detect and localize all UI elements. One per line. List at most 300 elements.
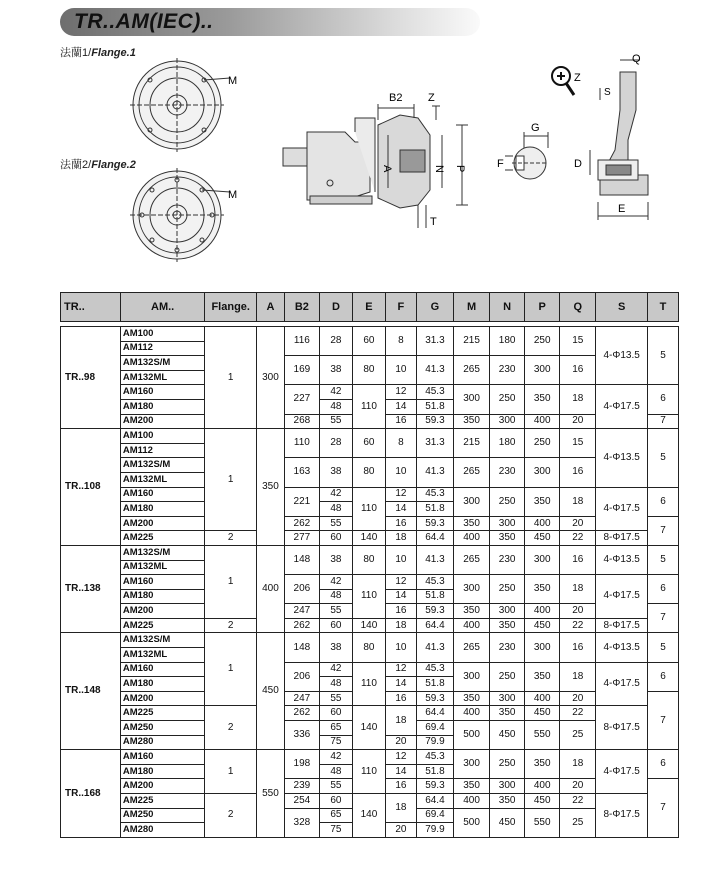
f-cell: 14 [385, 399, 416, 414]
p-cell: 400 [525, 779, 560, 794]
p-cell: 450 [525, 794, 560, 809]
p-cell: 250 [525, 429, 560, 458]
m-cell: 500 [454, 721, 490, 750]
motor-cell: AM225 [120, 794, 205, 809]
n-cell: 300 [490, 691, 525, 706]
t-cell: 6 [647, 575, 678, 604]
q-cell: 25 [560, 808, 596, 837]
t-cell: 5 [647, 545, 678, 574]
g-cell: 45.3 [416, 385, 453, 400]
flange-cell: 1 [205, 750, 257, 794]
header-q: Q [560, 293, 596, 322]
d-cell: 48 [319, 677, 352, 692]
flange2-label: 法蘭2/Flange.2 [60, 159, 136, 171]
q-cell: 22 [560, 706, 596, 721]
s-cell: 8-Φ17.5 [596, 618, 648, 633]
m-cell: 215 [454, 327, 490, 356]
f-cell: 14 [385, 589, 416, 604]
zoom-icon [552, 67, 574, 95]
d-cell: 28 [319, 327, 352, 356]
motor-cell: AM132ML [120, 648, 205, 663]
p-cell: 350 [525, 385, 560, 414]
q-cell: 16 [560, 356, 596, 385]
s-cell: 4-Φ17.5 [596, 385, 648, 429]
d-cell: 55 [319, 604, 352, 619]
e-cell: 110 [352, 662, 385, 706]
d-cell: 75 [319, 735, 352, 750]
b2-cell: 163 [284, 458, 319, 487]
table-row [61, 327, 679, 342]
f-cell: 16 [385, 691, 416, 706]
header-a: A [257, 293, 285, 322]
m-cell: 300 [454, 575, 490, 604]
motor-cell: AM112 [120, 443, 205, 458]
g-cell: 64.4 [416, 531, 453, 546]
model-tr148: TR..148 [61, 633, 121, 750]
flange-cell: 1 [205, 633, 257, 706]
motor-cell: AM250 [120, 808, 205, 823]
flange-cell: 1 [205, 327, 257, 429]
header-e: E [352, 293, 385, 322]
motor-cell: AM132S/M [120, 458, 205, 473]
a-cell: 350 [257, 429, 285, 546]
motor-cell: AM112 [120, 341, 205, 356]
b2-cell: 247 [284, 691, 319, 706]
header-s: S [596, 293, 648, 322]
g-cell: 79.9 [416, 823, 453, 838]
p-cell: 450 [525, 618, 560, 633]
motor-cell: AM100 [120, 429, 205, 444]
g-cell: 31.3 [416, 429, 453, 458]
q-cell: 16 [560, 545, 596, 574]
flange1-drawing [130, 58, 230, 152]
p-cell: 300 [525, 633, 560, 662]
a-dim: A [381, 165, 393, 173]
motor-cell: AM250 [120, 721, 205, 736]
n-cell: 250 [490, 487, 525, 516]
s-cell: 4-Φ13.5 [596, 327, 648, 385]
t-cell: 7 [647, 414, 678, 429]
d-cell: 55 [319, 516, 352, 531]
n-dim: N [433, 165, 445, 173]
q-cell: 22 [560, 531, 596, 546]
d-cell: 75 [319, 823, 352, 838]
f-cell: 12 [385, 575, 416, 590]
p-cell: 350 [525, 575, 560, 604]
e-cell: 140 [352, 794, 385, 838]
f-cell: 18 [385, 794, 416, 823]
header-p: P [525, 293, 560, 322]
g-cell: 51.8 [416, 589, 453, 604]
m-cell: 400 [454, 618, 490, 633]
d-cell: 55 [319, 691, 352, 706]
n-cell: 230 [490, 633, 525, 662]
m-cell: 350 [454, 779, 490, 794]
g-cell: 41.3 [416, 633, 453, 662]
g-cell: 51.8 [416, 677, 453, 692]
d-cell: 38 [319, 545, 352, 574]
p-cell: 300 [525, 458, 560, 487]
d-cell: 60 [319, 618, 352, 633]
b2-cell: 227 [284, 385, 319, 414]
p-cell: 400 [525, 604, 560, 619]
n-cell: 300 [490, 779, 525, 794]
f-cell: 12 [385, 385, 416, 400]
b2-cell: 148 [284, 633, 319, 662]
motor-cell: AM180 [120, 677, 205, 692]
table-row [61, 356, 679, 371]
q-cell: 20 [560, 414, 596, 429]
f-cell: 10 [385, 545, 416, 574]
flange2-drawing [130, 168, 230, 262]
e-cell: 80 [352, 633, 385, 662]
b2-cell: 110 [284, 429, 319, 458]
s-cell: 4-Φ13.5 [596, 429, 648, 487]
f-cell: 18 [385, 706, 416, 735]
motor-cell: AM180 [120, 589, 205, 604]
e-cell: 80 [352, 356, 385, 385]
g-cell: 45.3 [416, 750, 453, 765]
p-cell: 550 [525, 721, 560, 750]
n-cell: 180 [490, 429, 525, 458]
m-cell: 300 [454, 750, 490, 779]
f-cell: 8 [385, 429, 416, 458]
n-cell: 250 [490, 750, 525, 779]
flange-cell: 2 [205, 794, 257, 838]
q-cell: 16 [560, 458, 596, 487]
flange1-m-label: M [228, 75, 238, 87]
q-cell: 20 [560, 604, 596, 619]
p-cell: 300 [525, 356, 560, 385]
n-cell: 450 [490, 808, 525, 837]
g-cell: 45.3 [416, 575, 453, 590]
flange2-m-label: M [228, 189, 238, 201]
header-d: D [319, 293, 352, 322]
model-tr98: TR..98 [61, 327, 121, 429]
p-cell: 250 [525, 327, 560, 356]
m-cell: 400 [454, 794, 490, 809]
m-cell: 350 [454, 516, 490, 531]
f-cell: 14 [385, 677, 416, 692]
t-cell: 7 [647, 604, 678, 633]
m-cell: 265 [454, 458, 490, 487]
t-cell: 6 [647, 487, 678, 516]
q-cell: 22 [560, 794, 596, 809]
e-cell: 110 [352, 750, 385, 794]
p-cell: 400 [525, 516, 560, 531]
g-cell: 31.3 [416, 327, 453, 356]
motor-cell: AM132ML [120, 560, 205, 575]
motor-cell: AM200 [120, 604, 205, 619]
g-cell: 59.3 [416, 414, 453, 429]
n-cell: 300 [490, 414, 525, 429]
b2-cell: 247 [284, 604, 319, 619]
m-cell: 300 [454, 385, 490, 414]
motor-cell: AM132S/M [120, 633, 205, 648]
motor-cell: AM180 [120, 502, 205, 517]
n-cell: 230 [490, 545, 525, 574]
g-cell: 41.3 [416, 545, 453, 574]
f-cell: 18 [385, 531, 416, 546]
b2-cell: 148 [284, 545, 319, 574]
b2-cell: 206 [284, 662, 319, 691]
e-cell: 80 [352, 545, 385, 574]
table-row [61, 750, 679, 765]
g-cell: 41.3 [416, 458, 453, 487]
q-cell: 20 [560, 516, 596, 531]
p-cell: 450 [525, 706, 560, 721]
m-cell: 400 [454, 531, 490, 546]
g-cell: 69.4 [416, 721, 453, 736]
z-dim: Z [428, 92, 435, 104]
q-cell: 16 [560, 633, 596, 662]
technical-drawings [0, 0, 728, 290]
m-cell: 300 [454, 662, 490, 691]
d-cell: 28 [319, 429, 352, 458]
t-cell: 5 [647, 429, 678, 487]
header-m: M [454, 293, 490, 322]
b2-cell: 262 [284, 706, 319, 721]
f-cell: 20 [385, 735, 416, 750]
g-cell: 45.3 [416, 662, 453, 677]
f-cell: 14 [385, 502, 416, 517]
g-cell: 59.3 [416, 691, 453, 706]
model-tr138: TR..138 [61, 545, 121, 633]
g-cell: 51.8 [416, 502, 453, 517]
b2-cell: 221 [284, 487, 319, 516]
g-cell: 64.4 [416, 706, 453, 721]
a-cell: 400 [257, 545, 285, 633]
page-title: TR..AM(IEC).. [74, 10, 214, 33]
g-cell: 51.8 [416, 764, 453, 779]
header-tr: TR.. [61, 293, 121, 322]
motor-cell: AM225 [120, 531, 205, 546]
f-cell: 10 [385, 356, 416, 385]
dimension-table [60, 292, 679, 838]
s-cell: 4-Φ17.5 [596, 662, 648, 706]
model-tr108: TR..108 [61, 429, 121, 546]
table-row [61, 575, 679, 590]
b2-cell: 116 [284, 327, 319, 356]
b2-cell: 169 [284, 356, 319, 385]
d-cell: 38 [319, 458, 352, 487]
f-cell: 14 [385, 764, 416, 779]
d-dim: D [574, 158, 582, 170]
flange1-label: 法蘭1/Flange.1 [60, 47, 136, 59]
s-cell: 8-Φ17.5 [596, 794, 648, 838]
e-cell: 60 [352, 327, 385, 356]
n-cell: 250 [490, 385, 525, 414]
m-cell: 350 [454, 414, 490, 429]
motor-cell: AM200 [120, 779, 205, 794]
g-cell: 41.3 [416, 356, 453, 385]
p-cell: 350 [525, 750, 560, 779]
t-dim: T [430, 216, 437, 228]
q-cell: 18 [560, 385, 596, 414]
a-cell: 450 [257, 633, 285, 750]
s-dim: S [604, 87, 611, 98]
q-cell: 25 [560, 721, 596, 750]
b2-dim: B2 [389, 92, 403, 104]
motor-cell: AM160 [120, 487, 205, 502]
motor-cell: AM225 [120, 618, 205, 633]
d-cell: 55 [319, 414, 352, 429]
flange-cell: 2 [205, 706, 257, 750]
q-dim: Q [632, 53, 641, 65]
b2-cell: 254 [284, 794, 319, 809]
f-cell: 16 [385, 604, 416, 619]
flange-cell: 2 [205, 531, 257, 546]
e-cell: 110 [352, 487, 385, 531]
d-cell: 38 [319, 356, 352, 385]
d-cell: 42 [319, 487, 352, 502]
p-cell: 550 [525, 808, 560, 837]
q-cell: 20 [560, 691, 596, 706]
e-cell: 140 [352, 618, 385, 633]
d-cell: 55 [319, 779, 352, 794]
g-cell: 59.3 [416, 779, 453, 794]
g-cell: 64.4 [416, 618, 453, 633]
p-cell: 400 [525, 691, 560, 706]
n-cell: 350 [490, 794, 525, 809]
motor-cell: AM132S/M [120, 356, 205, 371]
n-cell: 300 [490, 516, 525, 531]
m-cell: 265 [454, 545, 490, 574]
m-cell: 350 [454, 604, 490, 619]
motor-cell: AM160 [120, 750, 205, 765]
s-cell: 8-Φ17.5 [596, 706, 648, 750]
n-cell: 180 [490, 327, 525, 356]
m-cell: 265 [454, 633, 490, 662]
n-cell: 350 [490, 618, 525, 633]
q-cell: 18 [560, 750, 596, 779]
d-cell: 42 [319, 575, 352, 590]
n-cell: 250 [490, 662, 525, 691]
e-cell: 60 [352, 429, 385, 458]
b2-cell: 336 [284, 721, 319, 750]
a-cell: 300 [257, 327, 285, 429]
g-cell: 79.9 [416, 735, 453, 750]
t-cell: 6 [647, 385, 678, 414]
d-cell: 42 [319, 385, 352, 400]
t-cell: 7 [647, 516, 678, 545]
d-cell: 60 [319, 531, 352, 546]
flange-cell: 2 [205, 618, 257, 633]
f-dim: F [497, 158, 504, 170]
m-cell: 400 [454, 706, 490, 721]
model-tr168: TR..168 [61, 750, 121, 838]
z2-dim: Z [574, 72, 581, 84]
e-cell: 140 [352, 531, 385, 546]
header-b2: B2 [284, 293, 319, 322]
p-cell: 300 [525, 545, 560, 574]
d-cell: 48 [319, 764, 352, 779]
f-cell: 12 [385, 487, 416, 502]
g-cell: 45.3 [416, 487, 453, 502]
n-cell: 230 [490, 458, 525, 487]
shaft-key-drawing [505, 132, 548, 179]
m-cell: 500 [454, 808, 490, 837]
motor-cell: AM280 [120, 735, 205, 750]
s-cell: 4-Φ17.5 [596, 750, 648, 794]
motor-cell: AM225 [120, 706, 205, 721]
f-cell: 20 [385, 823, 416, 838]
f-cell: 10 [385, 633, 416, 662]
f-cell: 10 [385, 458, 416, 487]
s-cell: 4-Φ17.5 [596, 487, 648, 531]
d-cell: 65 [319, 721, 352, 736]
f-cell: 16 [385, 779, 416, 794]
p-cell: 450 [525, 531, 560, 546]
t-cell: 5 [647, 327, 678, 385]
b2-cell: 268 [284, 414, 319, 429]
b2-cell: 206 [284, 575, 319, 604]
table-row [61, 531, 679, 546]
motor-cell: AM160 [120, 662, 205, 677]
q-cell: 18 [560, 575, 596, 604]
table-row [61, 794, 679, 809]
s-cell: 8-Φ17.5 [596, 531, 648, 546]
f-cell: 8 [385, 327, 416, 356]
motor-cell: AM132ML [120, 370, 205, 385]
q-cell: 15 [560, 429, 596, 458]
header-n: N [490, 293, 525, 322]
motor-cell: AM200 [120, 414, 205, 429]
g-cell: 64.4 [416, 794, 453, 809]
m-cell: 300 [454, 487, 490, 516]
s-cell: 4-Φ13.5 [596, 545, 648, 574]
q-cell: 15 [560, 327, 596, 356]
n-cell: 300 [490, 604, 525, 619]
n-cell: 350 [490, 531, 525, 546]
g-cell: 59.3 [416, 516, 453, 531]
d-cell: 65 [319, 808, 352, 823]
n-cell: 250 [490, 575, 525, 604]
table-row [61, 662, 679, 677]
e-cell: 80 [352, 458, 385, 487]
q-cell: 20 [560, 779, 596, 794]
d-cell: 42 [319, 662, 352, 677]
d-cell: 42 [319, 750, 352, 765]
table-header-row [61, 293, 679, 322]
b2-cell: 328 [284, 808, 319, 837]
motor-cell: AM200 [120, 516, 205, 531]
q-cell: 22 [560, 618, 596, 633]
b2-cell: 277 [284, 531, 319, 546]
d-cell: 60 [319, 706, 352, 721]
t-cell: 5 [647, 633, 678, 662]
flange-cell: 1 [205, 429, 257, 531]
d-cell: 38 [319, 633, 352, 662]
f-cell: 12 [385, 662, 416, 677]
t-cell: 6 [647, 750, 678, 779]
m-cell: 265 [454, 356, 490, 385]
a-cell: 550 [257, 750, 285, 838]
d-cell: 48 [319, 502, 352, 517]
header-g: G [416, 293, 453, 322]
e-dim: E [618, 203, 626, 215]
n-cell: 230 [490, 356, 525, 385]
p-dim: P [454, 165, 466, 173]
motor-cell: AM160 [120, 575, 205, 590]
q-cell: 18 [560, 487, 596, 516]
f-cell: 18 [385, 618, 416, 633]
motor-cell: AM200 [120, 691, 205, 706]
table-row [61, 458, 679, 473]
b2-cell: 262 [284, 618, 319, 633]
motor-cell: AM132S/M [120, 545, 205, 560]
flange-section-drawing [590, 60, 648, 220]
